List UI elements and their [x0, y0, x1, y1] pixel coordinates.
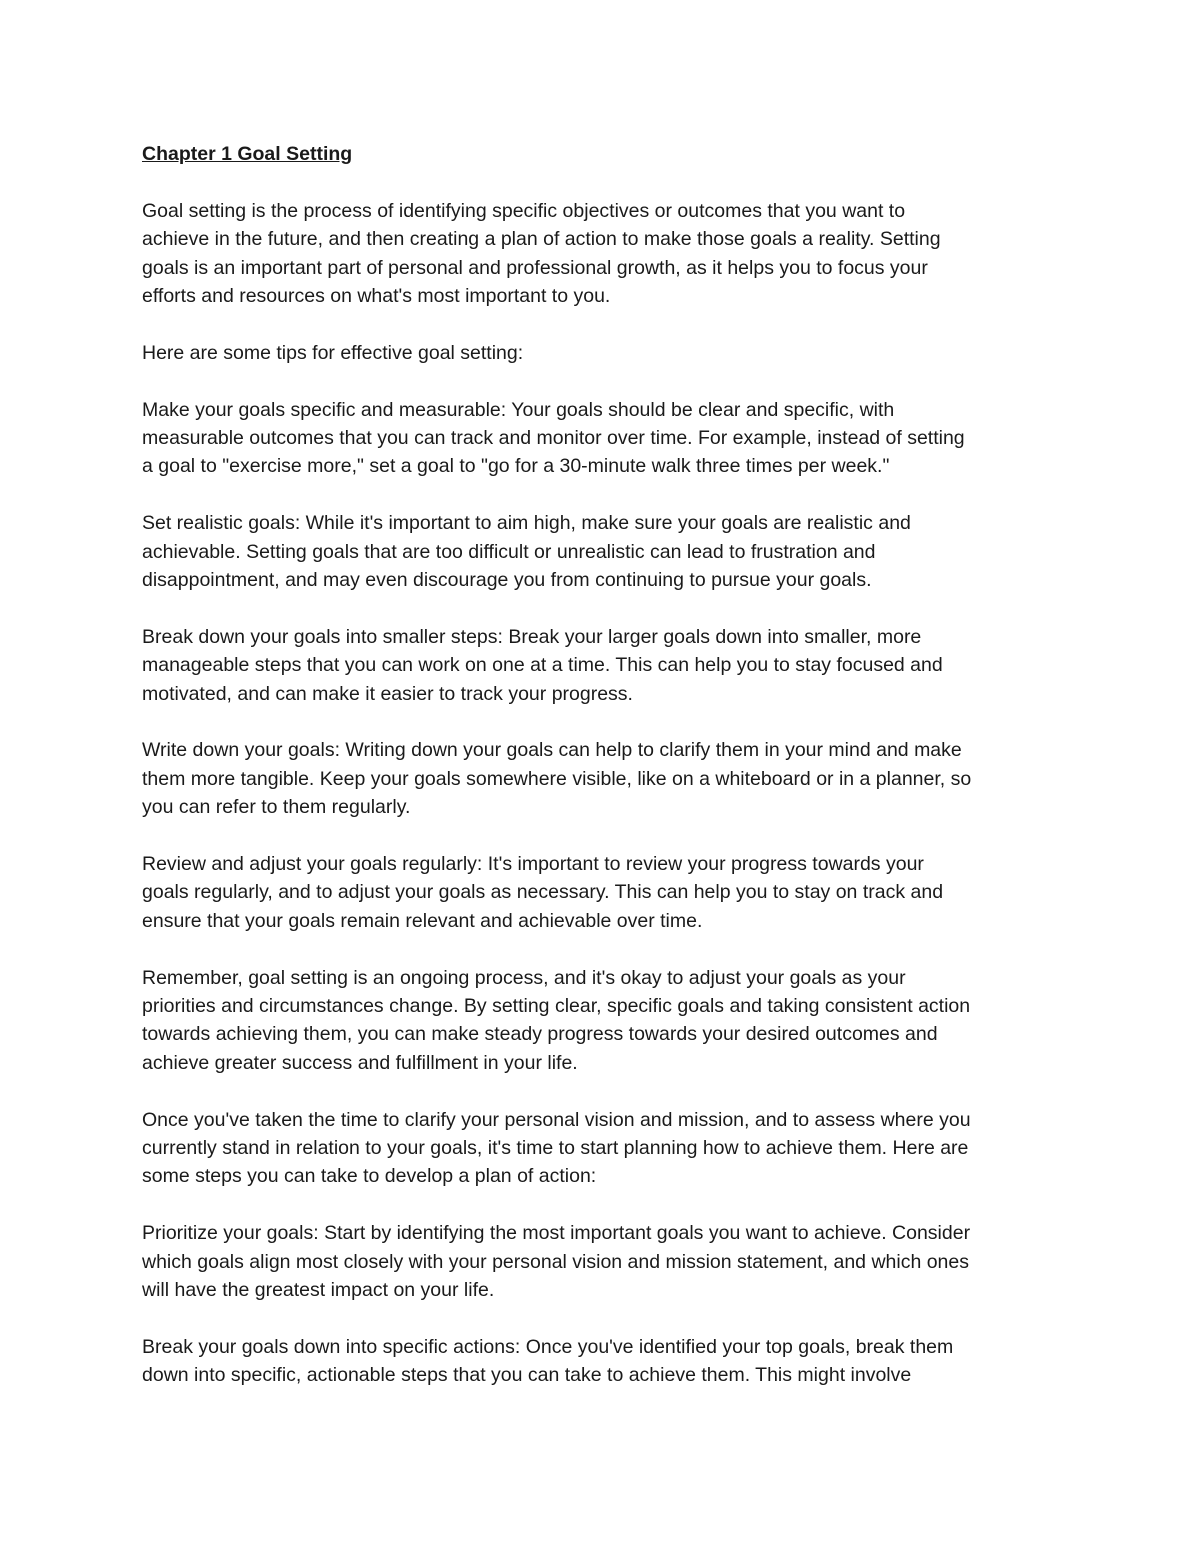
paragraph: [142, 197, 1072, 311]
document-body: [142, 140, 1072, 1418]
paragraph-line: towards achieving them, you can make steady progress towards your desired outcomes and: [142, 1023, 938, 1046]
paragraph-line: them more tangible. Keep your goals somewhere visible, like on a whiteboard or in a planner, so: [142, 767, 972, 790]
paragraph: [142, 339, 1072, 367]
paragraph-line: Write down your goals: Writing down your goals can help to clarify them in your mind and make: [142, 739, 962, 762]
paragraph-line: ensure that your goals remain relevant and achievable over time.: [142, 909, 703, 932]
paragraph-line: some steps you can take to develop a plan of action:: [142, 1165, 597, 1188]
paragraph-line: motivated, and can make it easier to track your progress.: [142, 682, 633, 705]
paragraph: [142, 509, 1072, 594]
paragraph-line: you can refer to them regularly.: [142, 796, 411, 819]
paragraph-list: [142, 197, 1072, 1390]
paragraph-line: priorities and circumstances change. By setting clear, specific goals and taking consistent action: [142, 995, 971, 1018]
paragraph-line: Remember, goal setting is an ongoing process, and it's okay to adjust your goals as your: [142, 966, 906, 989]
paragraph-line: Prioritize your goals: Start by identifying the most important goals you want to achieve. Consider: [142, 1222, 971, 1245]
paragraph: [142, 1333, 1072, 1390]
paragraph-line: a goal to "exercise more," set a goal to "go for a 30-minute walk three times per week.": [142, 455, 890, 478]
paragraph-line: goals is an important part of personal and professional growth, as it helps you to focus your: [142, 256, 928, 279]
paragraph: [142, 396, 1072, 481]
paragraph-line: achieve greater success and fulfillment in your life.: [142, 1051, 578, 1074]
paragraph: [142, 1219, 1072, 1304]
paragraph-line: Make your goals specific and measurable: Your goals should be clear and specific, with: [142, 398, 895, 421]
paragraph-line: will have the greatest impact on your life.: [142, 1279, 495, 1302]
paragraph-line: achieve in the future, and then creating a plan of action to make those goals a reality. Setting: [142, 228, 941, 251]
paragraph: [142, 964, 1072, 1078]
paragraph-line: which goals align most closely with your personal vision and mission statement, and which ones: [142, 1250, 969, 1273]
paragraph: [142, 736, 1072, 821]
paragraph-line: Here are some tips for effective goal setting:: [142, 341, 524, 364]
paragraph: [142, 850, 1072, 935]
paragraph-line: disappointment, and may even discourage you from continuing to pursue your goals.: [142, 569, 872, 592]
paragraph-line: achievable. Setting goals that are too difficult or unrealistic can lead to frustration and: [142, 540, 876, 563]
paragraph-line: down into specific, actionable steps that you can take to achieve them. This might involve: [142, 1364, 912, 1387]
paragraph: [142, 623, 1072, 708]
paragraph-line: efforts and resources on what's most important to you.: [142, 285, 611, 308]
paragraph-line: manageable steps that you can work on one at a time. This can help you to stay focused and: [142, 654, 943, 677]
paragraph-line: Goal setting is the process of identifying specific objectives or outcomes that you want to: [142, 199, 906, 222]
paragraph-line: currently stand in relation to your goals, it's time to start planning how to achieve them. Here are: [142, 1137, 969, 1160]
chapter-title: Chapter 1 Goal Setting: [142, 143, 353, 165]
paragraph-line: Set realistic goals: While it's important to aim high, make sure your goals are realistic and: [142, 512, 911, 535]
paragraph-line: Break your goals down into specific actions: Once you've identified your top goals, break them: [142, 1335, 954, 1358]
paragraph-line: Break down your goals into smaller steps: Break your larger goals down into smaller, more: [142, 625, 922, 648]
paragraph: [142, 1106, 1072, 1191]
paragraph-line: goals regularly, and to adjust your goals as necessary. This can help you to stay on track and: [142, 881, 944, 904]
paragraph-line: Review and adjust your goals regularly: It's important to review your progress towards your: [142, 853, 924, 876]
paragraph-line: measurable outcomes that you can track and monitor over time. For example, instead of setting: [142, 427, 965, 450]
paragraph-line: Once you've taken the time to clarify your personal vision and mission, and to assess where you: [142, 1108, 971, 1131]
